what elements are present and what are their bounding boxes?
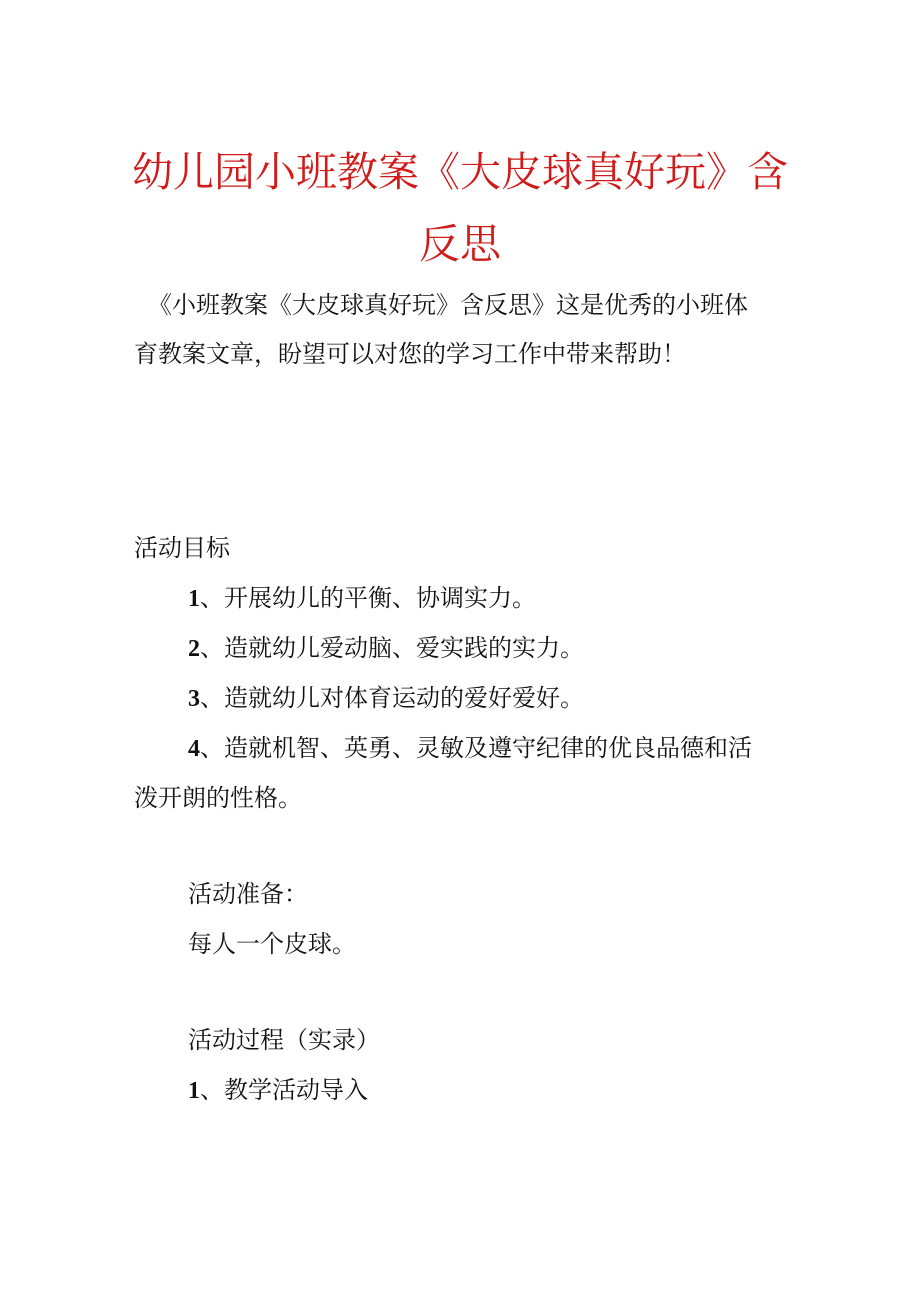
goal-text: 、造就幼儿爱动脑、爱实践的实力。 [200,634,584,662]
goal-number: 4 [188,736,200,762]
goal-item [188,680,584,717]
goal-item [188,580,536,617]
document-title-continued: 反思 [419,220,501,268]
goal-number: 1 [188,586,200,612]
goal-text: 、造就幼儿对体育运动的爱好爱好。 [200,684,584,712]
goal-number: 3 [188,686,200,712]
goal-item [188,630,584,667]
prep-heading: 活动准备： [188,880,308,908]
goal-text: 、开展幼儿的平衡、协调实力。 [200,584,536,612]
prep-text: 每人一个皮球。 [188,930,356,958]
intro-text-continued: 育教案文章，盼望可以对您的学习工作中带来帮助！ [134,340,686,368]
document-title: 幼儿园小班教案《大皮球真好玩》含 [132,148,788,196]
goal-number: 2 [188,636,200,662]
process-step [188,1072,368,1109]
goal-item-continued: 泼开朗的性格。 [134,784,302,812]
goal-text: 、造就机智、英勇、灵敏及遵守纪律的优良品德和活 [200,734,752,762]
step-text: 、教学活动导入 [200,1076,368,1104]
intro-text: 《小班教案《大皮球真好玩》含反思》这是优秀的小班体 [148,291,748,319]
step-number: 1 [188,1078,200,1104]
goals-heading: 活动目标 [134,534,230,562]
process-heading: 活动过程（实录） [188,1026,380,1054]
goal-item [188,730,752,767]
